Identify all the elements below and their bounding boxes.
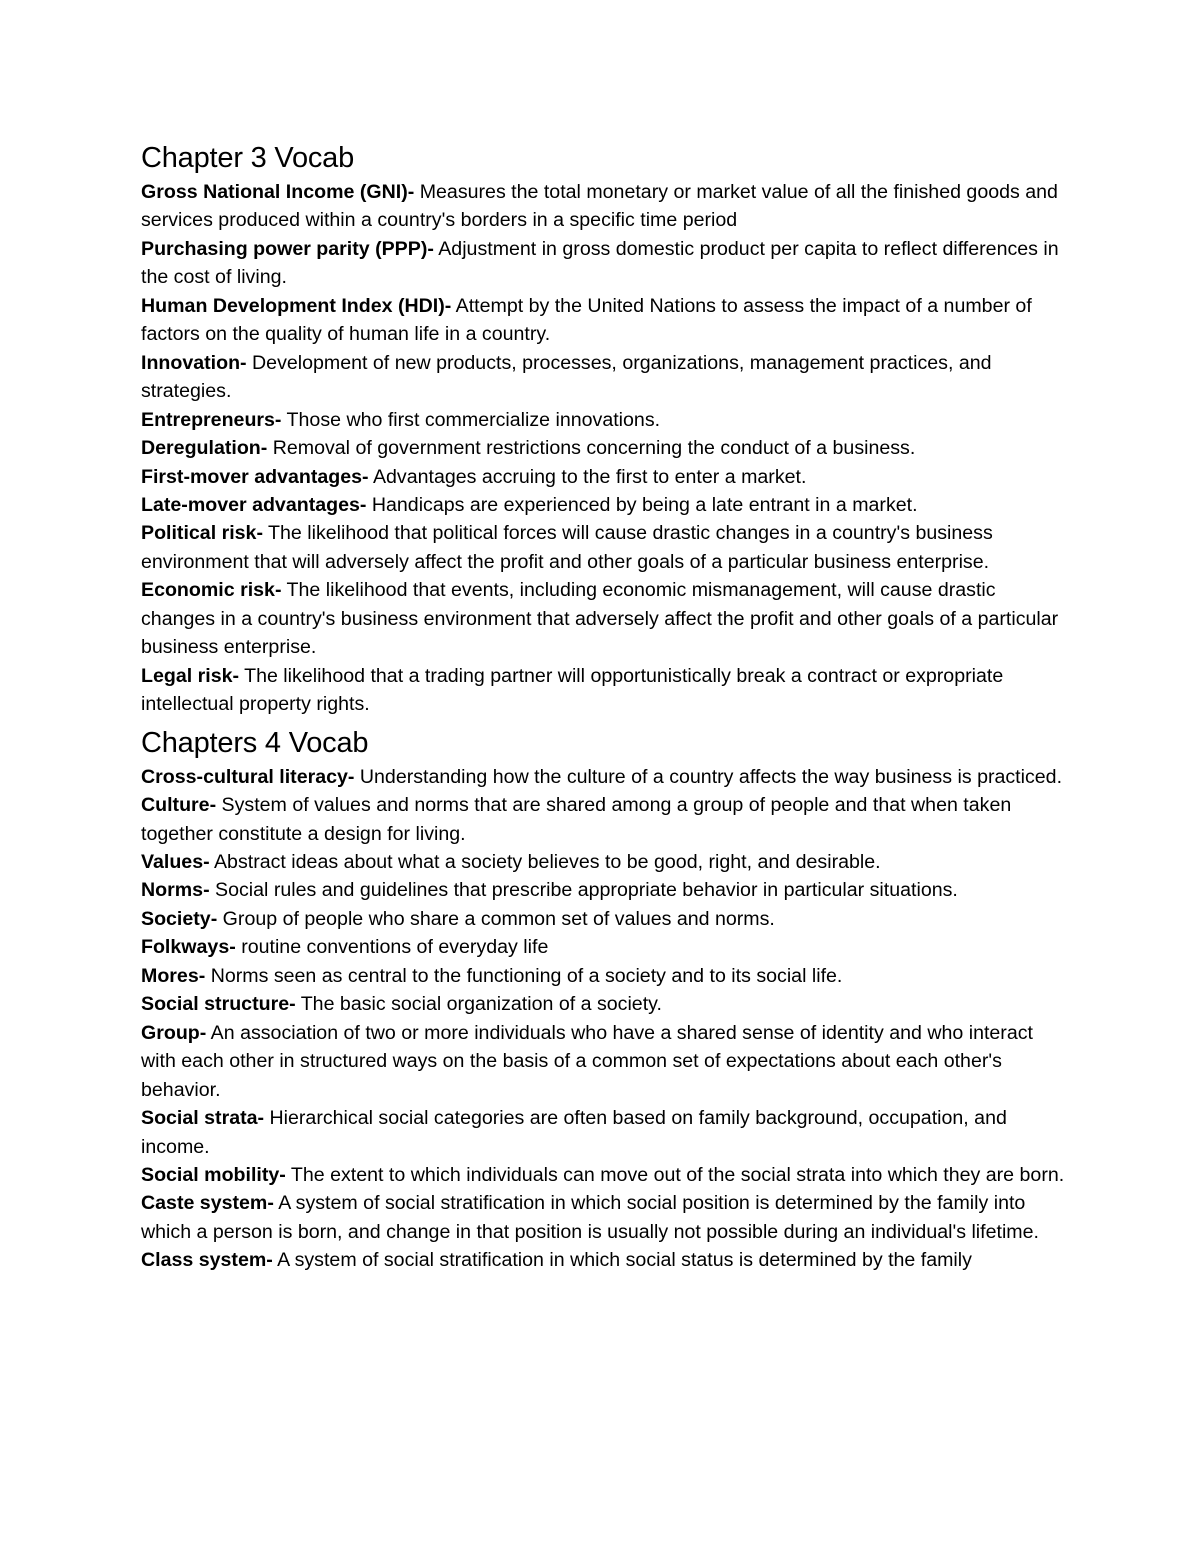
vocab-term: Human Development Index (HDI)- bbox=[141, 294, 452, 317]
vocab-entry bbox=[141, 1246, 1066, 1274]
vocab-term: Economic risk- bbox=[141, 579, 282, 602]
vocab-term: Folkways- bbox=[141, 936, 236, 959]
vocab-entry bbox=[141, 905, 1066, 933]
vocab-definition: Removal of government restrictions concerning the conduct of a business. bbox=[267, 437, 916, 460]
chapter-4-section bbox=[141, 723, 1066, 1275]
vocab-definition: An association of two or more individuals who have a shared sense of identity and who interact with each other in structured ways on the basis of a common set of expectations about each other's behavior. bbox=[141, 1021, 1033, 1101]
vocab-term: Deregulation- bbox=[141, 437, 268, 460]
vocab-definition: The likelihood that a trading partner will opportunistically break a contract or expropriate intellectual property rights. bbox=[141, 664, 1004, 716]
vocab-term: Cross-cultural literacy- bbox=[141, 765, 355, 788]
vocab-definition: routine conventions of everyday life bbox=[235, 936, 549, 959]
vocab-term: Political risk- bbox=[141, 522, 263, 545]
vocab-entry bbox=[141, 933, 1066, 961]
vocab-entry bbox=[141, 1104, 1066, 1161]
vocab-term: Entrepreneurs- bbox=[141, 408, 282, 431]
vocab-list bbox=[141, 178, 1066, 719]
vocab-entry bbox=[141, 434, 1066, 462]
vocab-term: Social strata- bbox=[141, 1107, 265, 1130]
chapter-3-section bbox=[141, 138, 1066, 719]
vocab-definition: The basic social organization of a society. bbox=[295, 993, 662, 1016]
vocab-definition: Attempt by the United Nations to assess the impact of a number of factors on the quality of human life in a country. bbox=[141, 294, 1032, 346]
vocab-entry bbox=[141, 763, 1066, 791]
vocab-term: Late-mover advantages- bbox=[141, 493, 367, 516]
section-heading: Chapter 3 Vocab bbox=[141, 142, 355, 174]
vocab-definition: The likelihood that events, including economic mismanagement, will cause drastic changes in a country's business environment that adversely affect the profit and other goals of a particular business enterprise. bbox=[141, 579, 1059, 659]
vocab-term: Culture- bbox=[141, 794, 217, 817]
vocab-term: Social structure- bbox=[141, 993, 296, 1016]
vocab-definition: A system of social stratification in which social position is determined by the family into which a person is born, and change in that position is usually not possible during an individual's lifetime. bbox=[141, 1192, 1039, 1243]
vocab-term: Values- bbox=[141, 850, 210, 873]
vocab-entry bbox=[141, 1161, 1066, 1189]
vocab-term: Legal risk- bbox=[141, 664, 240, 687]
vocab-definition: Abstract ideas about what a society believes to be good, right, and desirable. bbox=[209, 850, 881, 873]
vocab-definition: Adjustment in gross domestic product per capita to reflect differences in the cost of living. bbox=[141, 237, 1059, 289]
vocab-entry bbox=[141, 990, 1066, 1018]
vocab-term: Caste system- bbox=[141, 1192, 274, 1215]
vocab-entry bbox=[141, 662, 1066, 719]
vocab-entry bbox=[141, 406, 1066, 434]
vocab-term: Class system- bbox=[141, 1249, 273, 1272]
vocab-definition: Group of people who share a common set of values and norms. bbox=[217, 907, 775, 930]
vocab-entry bbox=[141, 962, 1066, 990]
vocab-definition: The likelihood that political forces will cause drastic changes in a country's business environment that will adversely affect the profit and other goals of a particular business enterprise. bbox=[141, 522, 993, 573]
vocab-term: Purchasing power parity (PPP)- bbox=[141, 237, 434, 260]
vocab-term: Mores- bbox=[141, 964, 206, 987]
vocab-definition: Measures the total monetary or market value of all the finished goods and services produced within a country's borders in a specific time period bbox=[141, 181, 1058, 232]
vocab-entry bbox=[141, 491, 1066, 519]
vocab-definition: Social rules and guidelines that prescribe appropriate behavior in particular situations. bbox=[209, 879, 958, 902]
vocab-definition: A system of social stratification in which social status is determined by the family bbox=[272, 1249, 972, 1272]
vocab-entry bbox=[141, 576, 1066, 661]
vocab-entry bbox=[141, 519, 1066, 576]
vocab-entry bbox=[141, 876, 1066, 904]
vocab-term: Society- bbox=[141, 907, 218, 930]
vocab-entry bbox=[141, 463, 1066, 491]
vocab-entry bbox=[141, 235, 1066, 292]
vocab-definition: Understanding how the culture of a country affects the way business is practiced. bbox=[354, 765, 1063, 788]
vocab-definition: System of values and norms that are shared among a group of people and that when taken together constitute a design for living. bbox=[141, 794, 1012, 845]
vocab-term: Innovation- bbox=[141, 351, 247, 374]
vocab-term: First-mover advantages- bbox=[141, 465, 369, 488]
vocab-definition: Norms seen as central to the functioning of a society and to its social life. bbox=[205, 964, 843, 987]
vocab-term: Group- bbox=[141, 1021, 207, 1044]
section-heading: Chapters 4 Vocab bbox=[141, 726, 369, 759]
vocab-entry bbox=[141, 1189, 1066, 1246]
vocab-entry bbox=[141, 292, 1066, 349]
vocab-term: Gross National Income (GNI)- bbox=[141, 181, 415, 203]
vocab-list bbox=[141, 763, 1066, 1275]
vocab-definition: Those who first commercialize innovations. bbox=[281, 408, 661, 431]
vocab-definition: Development of new products, processes, organizations, management practices, and strategies. bbox=[141, 351, 992, 403]
vocab-term: Norms- bbox=[141, 879, 210, 902]
vocab-entry bbox=[141, 178, 1066, 235]
vocab-definition: Handicaps are experienced by being a late entrant in a market. bbox=[366, 493, 918, 516]
vocab-entry bbox=[141, 848, 1066, 876]
vocab-entry bbox=[141, 791, 1066, 848]
vocab-definition: Hierarchical social categories are often based on family background, occupation, and income. bbox=[141, 1107, 1007, 1158]
document-body bbox=[141, 138, 1066, 1275]
vocab-term: Social mobility- bbox=[141, 1163, 286, 1186]
vocab-entry bbox=[141, 349, 1066, 406]
vocab-entry bbox=[141, 1019, 1066, 1104]
vocab-definition: The extent to which individuals can move out of the social strata into which they are born. bbox=[285, 1163, 1065, 1186]
vocab-definition: Advantages accruing to the first to enter a market. bbox=[368, 465, 807, 488]
